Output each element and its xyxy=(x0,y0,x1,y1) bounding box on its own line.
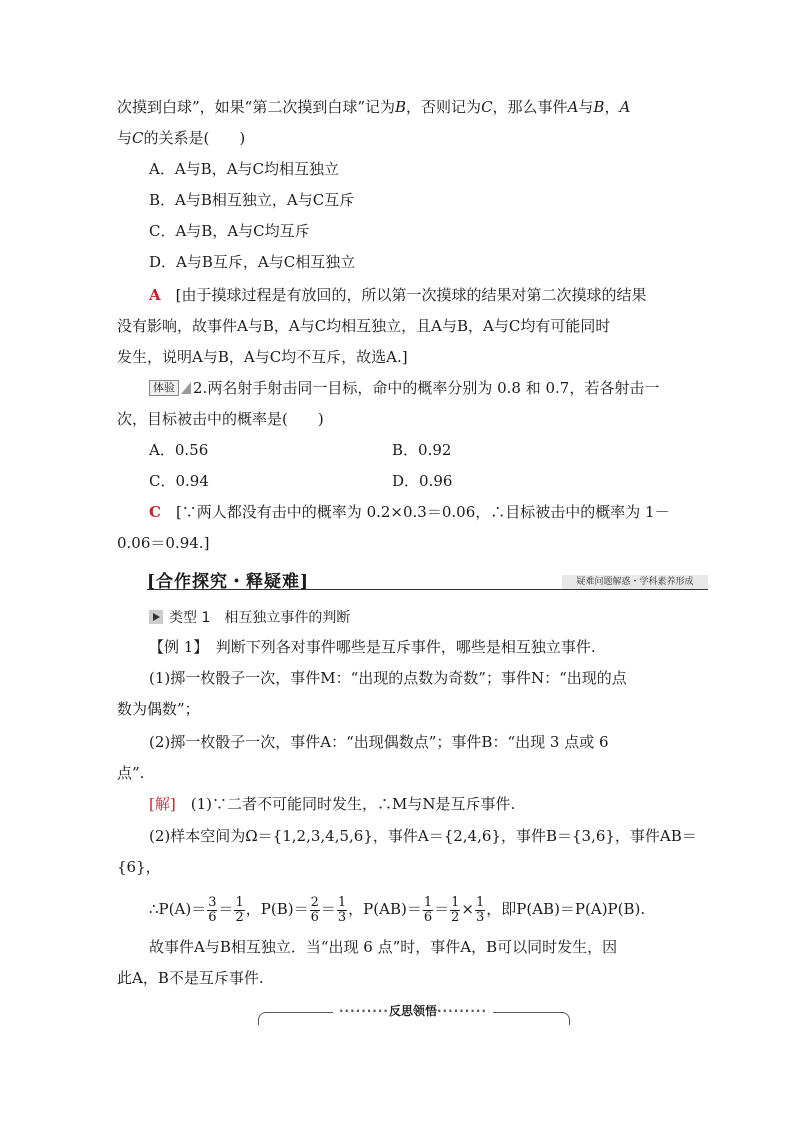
play-triangle-icon xyxy=(149,610,163,624)
conclusion-line2: 此A，B不是互斥事件. xyxy=(117,969,264,987)
experience-badge: 体验 xyxy=(149,380,179,396)
fraction: $\frac{1}{3}$ xyxy=(475,894,485,925)
example1-part1-line1: (1)掷一枚骰子一次，事件M：“出现的点数为奇数”；事件N：“出现的点 xyxy=(149,669,627,687)
badge-corner-icon xyxy=(181,382,191,394)
reflection-label: 反思领悟 xyxy=(388,1004,437,1018)
solution-line3: {6}， xyxy=(117,858,161,876)
option2-b: B．0.92 xyxy=(392,441,452,459)
answer1-line1: A [由于摸球过程是有放回的，所以第一次摸球的结果对第二次摸球的结果 xyxy=(149,286,647,304)
option2-c: C．0.94 xyxy=(149,472,209,490)
solution-line2: (2)样本空间为Ω＝{1,2,3,4,5,6}，事件A＝{2,4,6}，事件B＝{3,6}，事件AB＝ xyxy=(149,827,697,845)
answer2-line2: 0.06＝0.94.] xyxy=(117,534,210,552)
probability-formula: ∴P(A)＝ $\frac{3}{6}$ ＝ $\frac{1}{2}$ ，P(B)＝ $\frac{2}{6}$ ＝ $\frac{1}{3}$ ，P(AB)＝ $\frac{1}{6}$ ＝ $\frac{1}{2}$ × $\frac{1}{3}$ ，即P(AB)＝P(A)P(B). xyxy=(149,894,646,925)
option-c: C．A与B，A与C均互斥 xyxy=(149,222,310,240)
option-d: D．A与B互斥，A与C相互独立 xyxy=(149,253,356,271)
fraction: $\frac{1}{2}$ xyxy=(451,894,460,925)
example1-part2-line2: 点”. xyxy=(117,764,145,782)
fraction: $\frac{2}{6}$ xyxy=(310,894,319,925)
question1-line2: 与C的关系是( ) xyxy=(117,129,246,147)
example1-heading: 【例 1】 判断下列各对事件哪些是互斥事件，哪些是相互独立事件. xyxy=(149,638,596,656)
fraction: $\frac{1}{2}$ xyxy=(235,894,244,925)
question2-line1: 体验 2.两名射手射击同一目标，命中的概率分别为 0.8 和 0.7，若各射击一 xyxy=(149,378,659,398)
answer1-letter: A xyxy=(149,286,161,304)
solution-line1: [解] (1)∵二者不可能同时发生，∴M与N是互斥事件. xyxy=(149,795,516,813)
reflection-banner: ·········反思领悟········· xyxy=(258,1004,568,1022)
answer2-line1: C [∵两人都没有击中的概率为 0.2×0.3＝0.06，∴目标被击中的概率为 1－ xyxy=(149,503,670,521)
answer2-letter: C xyxy=(149,503,161,521)
example1-part2-line1: (2)掷一枚骰子一次，事件A：“出现偶数点”；事件B：“出现 3 点或 6 xyxy=(149,733,609,751)
option-b: B．A与B相互独立，A与C互斥 xyxy=(149,191,355,209)
question2-line2: 次，目标被击中的概率是( ) xyxy=(117,410,324,428)
conclusion-line1: 故事件A与B相互独立．当“出现 6 点”时，事件A，B可以同时发生，因 xyxy=(149,938,618,956)
option2-a: A．0.56 xyxy=(149,441,209,459)
section-divider xyxy=(147,589,708,590)
fraction: $\frac{1}{6}$ xyxy=(423,894,433,925)
section-tag: 疑难问题解惑・学科素养形成 xyxy=(562,575,708,589)
fraction: $\frac{3}{6}$ xyxy=(208,894,217,925)
section-title: [合作探究・释疑难] xyxy=(147,572,310,592)
answer1-line3: 发生，说明A与B，A与C均不互斥，故选A.] xyxy=(117,348,408,366)
solution-tag: [解] xyxy=(149,795,176,813)
option-a: A．A与B，A与C均相互独立 xyxy=(149,160,339,178)
type-heading: 类型 1 相互独立事件的判断 xyxy=(149,607,350,627)
question1-line1: 次摸到白球”，如果“第二次摸到白球”记为B，否则记为C，那么事件A与B，A xyxy=(117,98,631,116)
option2-d: D．0.96 xyxy=(392,472,453,490)
example1-part1-line2: 数为偶数”； xyxy=(117,700,200,718)
fraction: $\frac{1}{3}$ xyxy=(337,894,347,925)
answer1-line2: 没有影响，故事件A与B，A与C均相互独立，且A与B，A与C均有可能同时 xyxy=(117,317,611,335)
